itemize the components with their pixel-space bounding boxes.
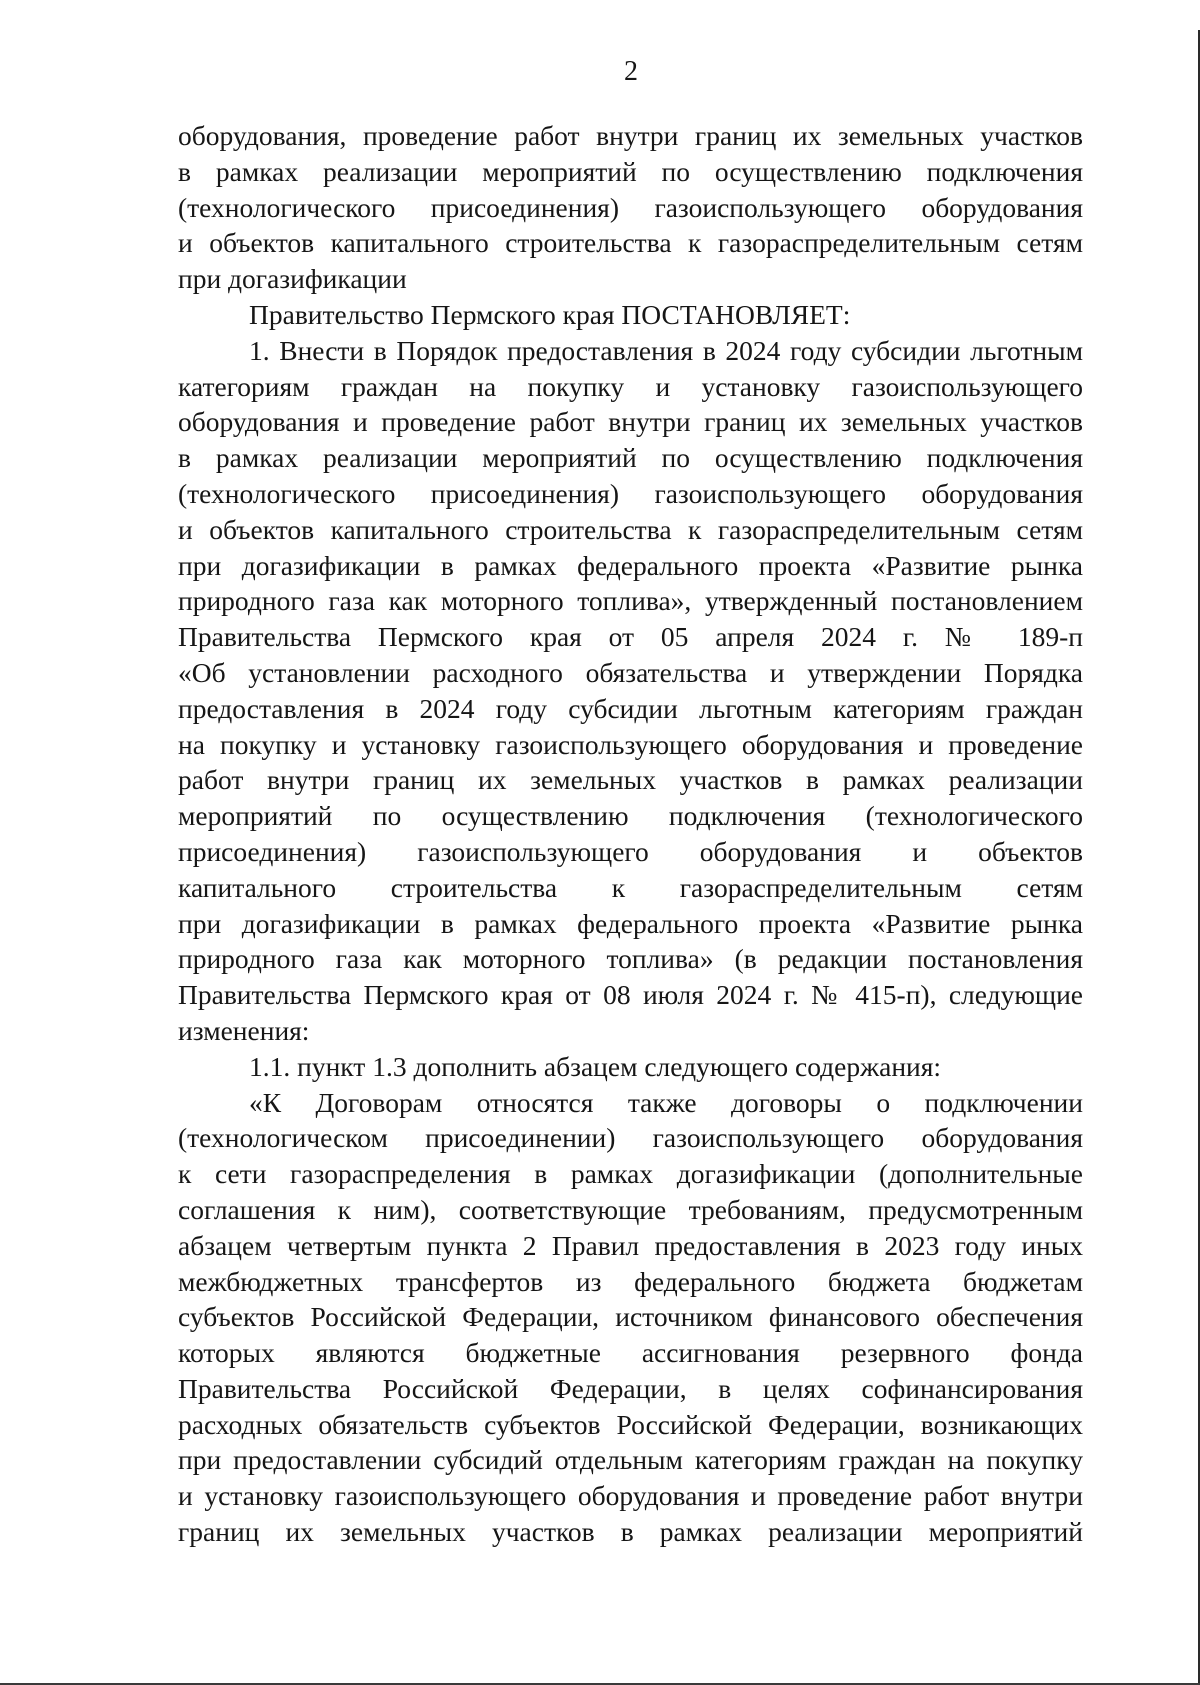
- text-line: мероприятий по осуществлению подключения (технологического: [178, 800, 1083, 832]
- text-line: расходных обязательств субъектов Российской Федерации, возникающих: [178, 1408, 1083, 1440]
- text-line: Правительства Пермского края от 05 апреля 2024 г. № 189-п: [178, 621, 1083, 653]
- document-body: [178, 118, 1083, 1550]
- text-line: предоставления в 2024 году субсидии льготным категориям граждан: [178, 692, 1083, 724]
- text-line: в рамках реализации мероприятий по осуществлению подключения: [178, 155, 1083, 187]
- text-line: и объектов капитального строительства к газораспределительным сетям: [178, 513, 1083, 545]
- text-line: природного газа как моторного топлива», утвержденный постановлением: [178, 585, 1083, 617]
- text-line: в рамках реализации мероприятий по осуществлению подключения: [178, 442, 1083, 474]
- text-line: категориям граждан на покупку и установку газоиспользующего: [178, 370, 1083, 402]
- text-line: оборудования и проведение работ внутри границ их земельных участков: [178, 406, 1083, 438]
- text-line: межбюджетных трансфертов из федерального бюджета бюджетам: [178, 1265, 1083, 1297]
- text-line: и объектов капитального строительства к газораспределительным сетям: [178, 227, 1083, 259]
- text-line: которых являются бюджетные ассигнования резервного фонда: [178, 1337, 1083, 1369]
- text-line: границ их земельных участков в рамках реализации мероприятий: [178, 1516, 1083, 1548]
- text-line: абзацем четвертым пункта 2 Правил предоставления в 2023 году иных: [178, 1229, 1083, 1261]
- text-line: 1.1. пункт 1.3 дополнить абзацем следующего содержания:: [249, 1050, 942, 1082]
- text-line: при догазификации: [178, 263, 407, 295]
- text-line: Правительства Российской Федерации, в целях софинансирования: [178, 1372, 1083, 1404]
- text-line: капитального строительства к газораспределительным сетям: [178, 871, 1083, 903]
- text-line: при догазификации в рамках федерального проекта «Развитие рынка: [178, 549, 1083, 581]
- text-line: (технологического присоединения) газоиспользующего оборудования: [178, 477, 1083, 509]
- text-line: соглашения к ним), соответствующие требованиям, предусмотренным: [178, 1193, 1083, 1225]
- text-line: к сети газораспределения в рамках догазификации (дополнительные: [178, 1158, 1083, 1190]
- text-line: «К Договорам относятся также договоры о подключении: [249, 1086, 1083, 1118]
- text-line: субъектов Российской Федерации, источником финансового обеспечения: [178, 1301, 1083, 1333]
- text-line: при догазификации в рамках федерального проекта «Развитие рынка: [178, 907, 1083, 939]
- text-line: Правительства Пермского края от 08 июля 2024 г. № 415-п), следующие: [178, 979, 1083, 1011]
- text-line: 1. Внести в Порядок предоставления в 2024 году субсидии льготным: [249, 334, 1083, 366]
- text-line: природного газа как моторного топлива» (в редакции постановления: [178, 943, 1083, 975]
- text-line: изменения:: [178, 1014, 310, 1046]
- text-line: и установку газоиспользующего оборудования и проведение работ внутри: [178, 1480, 1083, 1512]
- text-line: «Об установлении расходного обязательства и утверждении Порядка: [178, 656, 1083, 688]
- text-line: присоединения) газоиспользующего оборудования и объектов: [178, 835, 1083, 867]
- text-line: при предоставлении субсидий отдельным категориям граждан на покупку: [178, 1444, 1083, 1476]
- text-line: работ внутри границ их земельных участков в рамках реализации: [178, 764, 1083, 796]
- page-number: 2: [624, 56, 638, 87]
- text-line: на покупку и установку газоиспользующего оборудования и проведение: [178, 728, 1083, 760]
- text-line: Правительство Пермского края ПОСТАНОВЛЯЕТ:: [249, 298, 851, 330]
- text-line: оборудования, проведение работ внутри границ их земельных участков: [178, 120, 1083, 151]
- text-line: (технологическом присоединении) газоиспользующего оборудования: [178, 1122, 1083, 1154]
- text-line: (технологического присоединения) газоиспользующего оборудования: [178, 191, 1083, 223]
